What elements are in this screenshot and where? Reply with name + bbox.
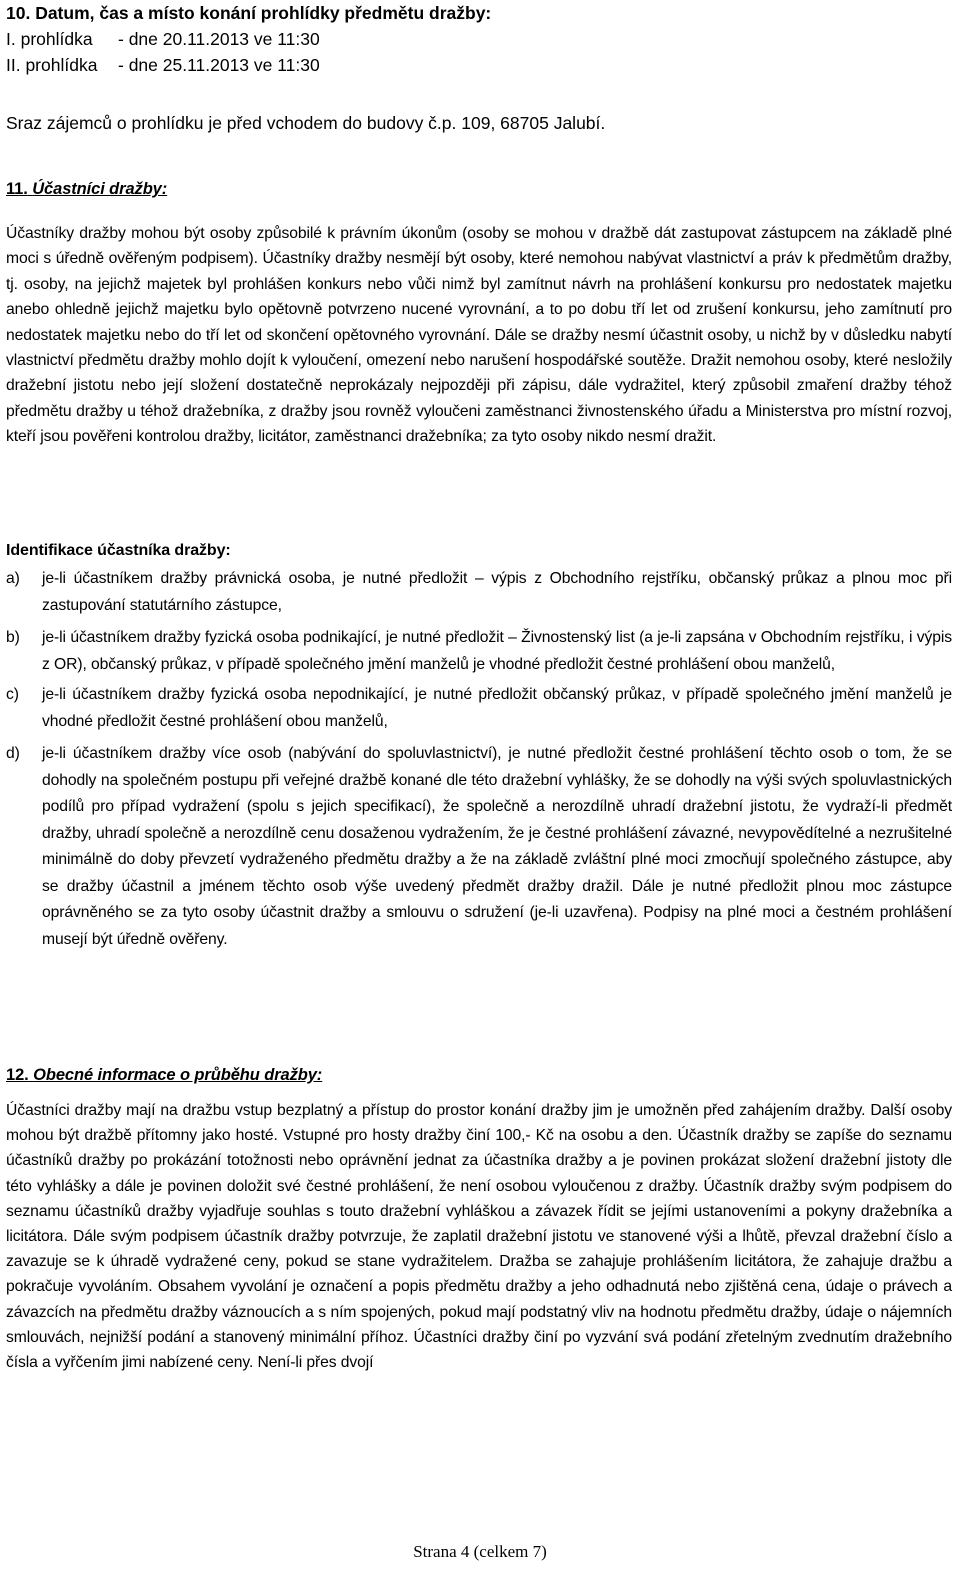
section-11-heading xyxy=(6,180,167,199)
viewing-row xyxy=(6,52,946,78)
list-item-text: je-li účastníkem dražby více osob (nabývání do spoluvlastnictví), je nutné předložit čestné prohlášení těchto osob o tom, že se dohodly na společném postupu při veřejné dražbě konané dle této dražební vyhlášky, že se dohodly na výši svých spoluvlastnických podílů pro případ vydražení (spolu s jejich specifikací), že společně a nerozdílně uhradí dražební jistotu, že vydraží-li předmět dražby, uhradí společně a nerozdílně cenu dosaženou vydražením, že je čestné prohlášení závazné, nevypovědítelné a nezrušitelné minimálně do doby převzetí vydraženého předmětu dražby a že na základě zvláštní plné moci zmocňují společného zástupce, aby se dražby účastnil a jménem těchto osob výše uvedený předmět dražby dražil. Dále je nutné předložit plnou moc zástupce oprávněného se za tyto osoby účastnit dražby a smlouvu o sdružení (je-li uzavřena). Podpisy na plné moci a čestném prohlášení musejí být úředně ověřeny. xyxy=(42,745,952,948)
list-item-text: je-li účastníkem dražby fyzická osoba podnikající, je nutné předložit – Živnostenský list (a je-li zapsána v Obchodním rejstříku, i výpis z OR), občanský průkaz, v případě společného jmění manželů je vhodné předložit čestné prohlášení obou manželů, xyxy=(42,629,952,673)
section-12-number: 12. xyxy=(6,1066,29,1084)
viewing-label: I. prohlídka xyxy=(6,29,93,49)
section-11-paragraph: Účastníky dražby mohou být osoby způsobilé k právním úkonům (osoby se mohou v dražbě dát zastupovat zástupcem na základě plné moci s úředně ověřeným podpisem). Účastníky dražby nesmějí být osoby, které nemohou nabývat vlastnictví a práv k předmětům dražby, tj. osoby, na jejichž majetek byl prohlášen konkurs nebo vůči nimž byl zamítnut návrh na prohlášení konkursu pro nedostatek majetku anebo ohledně jejichž majetku bylo opětovně potvrzeno nucené vyrovnání, a to po dobu tří let od zrušení konkursu, jeho zamítnutí pro nedostatek majetku nebo do tří let od skončení opětovného vyrovnání. Dále se dražby nesmí účastnit osoby, u nichž by v důsledku nabytí vlastnictví předmětu dražby mohlo dojít k vyloučení, omezení nebo narušení hospodářské soutěže. Dražit nemohou osoby, které nesložily dražební jistotu nebo její složení dostatečně neprokázaly nejpozději při zápisu, dále vydražitel, který způsobil zmaření dražby téhož předmětu dražby u téhož dražebníka, z dražby jsou rovněž vyloučeni zaměstnanci živnostenského úřadu a Ministerstva pro místní rozvoj, kteří jsou pověřeni kontrolou dražby, licitátor, zaměstnanci dražebníka; za tyto osoby nikdo nesmí dražit. xyxy=(6,225,952,446)
viewing-date: - dne 20.11.2013 ve 11:30 xyxy=(118,29,320,49)
section-11-number: 11. xyxy=(6,180,28,198)
list-item-text: je-li účastníkem dražby právnická osoba, je nutné předložit – výpis z Obchodního rejstříku, občanský průkaz a plnou moc při zastupování statutárního zástupce, xyxy=(42,570,952,614)
list-item xyxy=(6,625,952,678)
section-11-title: Účastníci dražby: xyxy=(32,180,168,198)
section-10 xyxy=(6,0,946,136)
list-marker: a) xyxy=(6,570,20,587)
list-item xyxy=(6,566,952,619)
list-item xyxy=(6,682,952,735)
meeting-point: Sraz zájemců o prohlídku je před vchodem do budovy č.p. 109, 68705 Jalubí. xyxy=(6,113,606,133)
section-12-paragraph: Účastníci dražby mají na dražbu vstup bezplatný a přístup do prostor konání dražby jim je umožněn před zahájením dražby. Další osoby mohou být dražbě přítomny jako hosté. Vstupné pro hosty dražby činí 100,- Kč na osobu a den. Účastník dražby se zapíše do seznamu účastníků dražby po prokázání totožnosti nebo oprávnění jednat za účastníka dražby a je povinen prokázat složení dražební jistoty dle této vyhlášky a dále je povinen doložit své čestné prohlášení, že není osobou vyloučenou z dražby. Účastník dražby svým podpisem do seznamu účastníků dražby vyjadřuje souhlas s touto dražební vyhláškou a závazek řídit se jejími ustanoveními a pokyny dražebníka a licitátora. Dále svým podpisem účastník dražby potvrzuje, že zaplatil dražební jistotu ve stanovené výši a lhůtě, převzal dražební číslo a zavazuje se k úhradě vydražené ceny, pokud se stane vydražitelem. Dražba se zahajuje prohlášením licitátora, že zahajuje dražbu a pokračuje vyvoláním. Obsahem vyvolání je označení a popis předmětu dražby a jeho odhadnutá nebo zjištěná cena, údaje o právech a závazcích na předmětu dražby váznoucích a s ním spojených, pokud mají podstatný vliv na hodnotu předmětu dražby, údaje o nájemních smlouvách, nejnižší podání a stanovený minimální příhoz. Účastníci dražby činí po vyzvání svá podání zřetelným zvednutím dražebního čísla a vyřčením jimi nabízené ceny. Není-li přes dvojí xyxy=(6,1102,952,1372)
section-12-title: Obecné informace o průběhu dražby: xyxy=(33,1066,323,1084)
identification-list xyxy=(6,566,952,953)
viewing-date: - dne 25.11.2013 ve 11:30 xyxy=(118,55,320,75)
identification-title: Identifikace účastníka dražby: xyxy=(6,542,231,559)
list-marker: c) xyxy=(6,686,19,703)
list-item xyxy=(6,741,952,953)
page-footer: Strana 4 (celkem 7) xyxy=(413,1542,547,1561)
viewing-row xyxy=(6,26,946,52)
list-marker: b) xyxy=(6,629,20,646)
list-marker: d) xyxy=(6,745,20,762)
viewing-label: II. prohlídka xyxy=(6,55,98,75)
section-10-title: 10. Datum, čas a místo konání prohlídky předmětu dražby: xyxy=(6,3,492,23)
section-12-heading xyxy=(6,1066,322,1085)
list-item-text: je-li účastníkem dražby fyzická osoba nepodnikající, je nutné předložit občanský průkaz, v případě společného jmění manželů je vhodné předložit čestné prohlášení obou manželů, xyxy=(42,686,952,730)
